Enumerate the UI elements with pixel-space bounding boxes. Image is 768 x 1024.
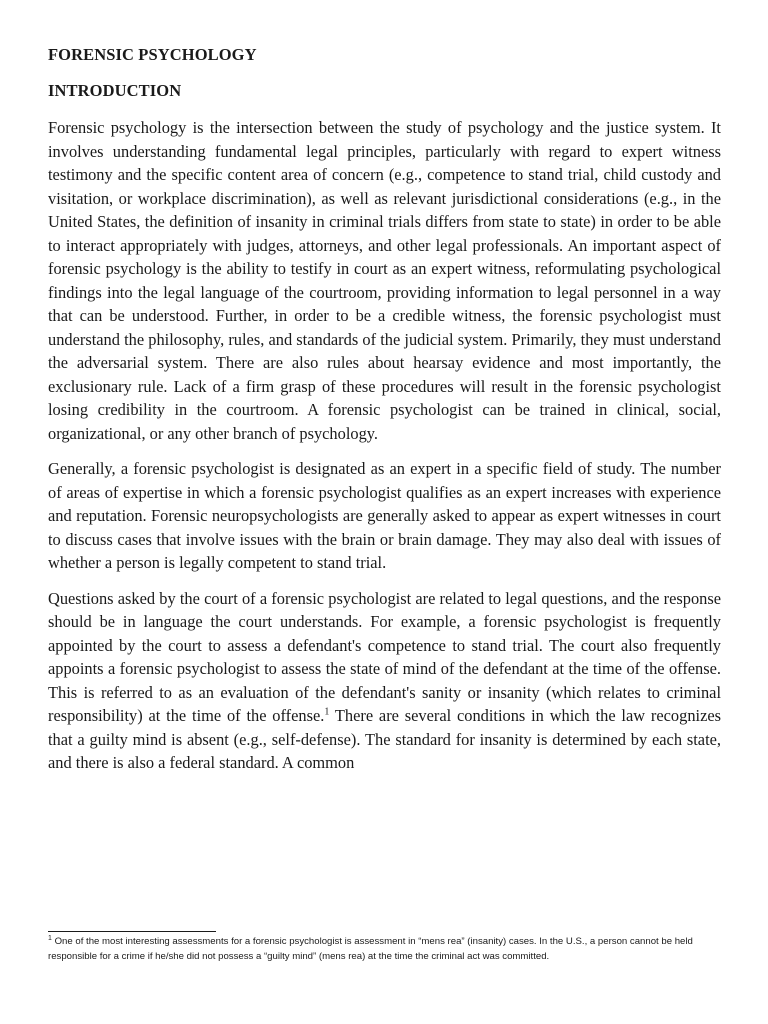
section-heading: INTRODUCTION (48, 81, 182, 100)
document-title: FORENSIC PSYCHOLOGY (48, 45, 257, 64)
footnote-text: One of the most interesting assessments for a forensic psychologist is assessment in “mens rea” (insanity) cases. In the U.S., a person cannot be held responsible for a crime if he/she did not possess a “guilty mind” (mens rea) at the time the criminal act was committed. (48, 936, 693, 962)
paragraph-3-text-a: Questions asked by the court of a forensic psychologist are related to legal questions, and the response should be in language the court understands. For example, a forensic psychologist is frequently appointed by the court to assess a defendant's competence to stand trial. The court also frequently appoints a forensic psychologist to assess the state of mind of the defendant at the time of the offense. This is referred to as an evaluation of the defendant's sanity or insanity (which relates to criminal responsibility) at the time of the offense. (48, 588, 721, 725)
paragraph-3 (48, 587, 721, 775)
footnote-reference[interactable]: 1 (324, 706, 330, 718)
paragraph-2: Generally, a forensic psychologist is designated as an expert in a specific field of study. The number of areas of expertise in which a forensic psychologist qualifies as an expert increases with experience and reputation. Forensic neuropsychologists are generally asked to appear as expert witnesses in court to discuss cases that involve issues with the brain or brain damage. They may also deal with issues of whether a person is legally competent to stand trial. (48, 459, 721, 572)
document-body (48, 116, 721, 787)
paragraph-3-text-b: There are several conditions in which the law recognizes that a guilty mind is absent (e.g., self-defense). The standard for insanity is determined by each state, and there is also a federal standard. A common (48, 706, 721, 772)
footnote-separator (48, 931, 216, 932)
footnote-number: 1 (48, 934, 52, 942)
footnote (48, 935, 721, 964)
paragraph-1: Forensic psychology is the intersection between the study of psychology and the justice system. It involves understanding fundamental legal principles, particularly with regard to expert witness testimony and the specific content area of concern (e.g., competence to stand trial, child custody and visitation, or workplace discrimination), as well as relevant jurisdictional considerations (e.g., in the United States, the definition of insanity in criminal trials differs from state to state) in order to be able to interact appropriately with judges, attorneys, and other legal professionals. An important aspect of forensic psychology is the ability to testify in court as an expert witness, reformulating psychological findings into the legal language of the courtroom, providing information to legal personnel in a way that can be understood. Further, in order to be a credible witness, the forensic psychologist must understand the philosophy, rules, and standards of the judicial system. Primarily, they must understand the adversarial system. There are also rules about hearsay evidence and most importantly, the exclusionary rule. Lack of a firm grasp of these procedures will result in the forensic psychologist losing credibility in the courtroom. A forensic psychologist can be trained in clinical, social, organizational, or any other branch of psychology. (48, 118, 721, 443)
